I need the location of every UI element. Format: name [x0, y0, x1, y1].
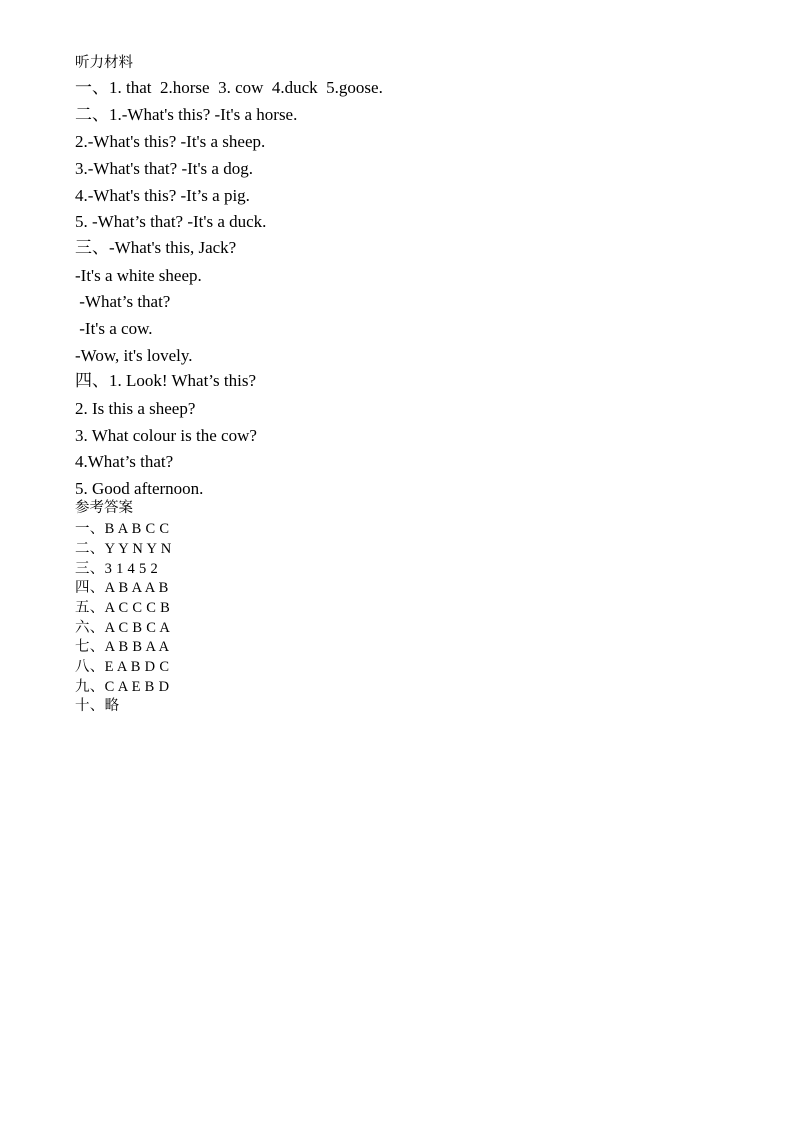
- answer-line-5: 五、A C C C B: [75, 600, 171, 616]
- listening-line-6: 5. -What’s that? -It's a duck.: [75, 212, 267, 231]
- listening-line-2: 二、1.-What's this? -It's a horse.: [75, 105, 298, 124]
- answer-line-7: 七、A B B A A: [75, 639, 170, 655]
- answer-line-1: 一、B A B C C: [75, 521, 170, 537]
- answer-line-3: 三、3 1 4 5 2: [75, 561, 159, 577]
- listening-line-10: -It's a cow.: [75, 319, 153, 338]
- listening-line-9: -What’s that?: [75, 292, 171, 311]
- answer-line-10: 十、略: [75, 698, 120, 714]
- answer-line-4: 四、A B A A B: [75, 580, 169, 596]
- answer-line-2: 二、Y Y N Y N: [75, 541, 172, 557]
- listening-line-7: 三、-What's this, Jack?: [75, 238, 237, 257]
- listening-heading: 听力材料: [75, 55, 133, 71]
- answer-line-6: 六、A C B C A: [75, 620, 171, 636]
- answers-heading: 参考答案: [75, 500, 133, 516]
- listening-line-11: -Wow, it's lovely.: [75, 346, 193, 365]
- listening-line-15: 4.What’s that?: [75, 452, 174, 471]
- listening-line-12: 四、1. Look! What’s this?: [75, 371, 256, 390]
- listening-line-5: 4.-What's this? -It’s a pig.: [75, 186, 250, 205]
- listening-line-8: -It's a white sheep.: [75, 266, 202, 285]
- listening-line-13: 2. Is this a sheep?: [75, 399, 196, 418]
- listening-line-4: 3.-What's that? -It's a dog.: [75, 159, 253, 178]
- listening-line-14: 3. What colour is the cow?: [75, 426, 257, 445]
- listening-line-16: 5. Good afternoon.: [75, 479, 204, 498]
- listening-line-3: 2.-What's this? -It's a sheep.: [75, 132, 266, 151]
- answer-line-9: 九、C A E B D: [75, 679, 170, 695]
- listening-line-1: 一、1. that 2.horse 3. cow 4.duck 5.goose.: [75, 78, 383, 97]
- answer-line-8: 八、E A B D C: [75, 659, 170, 675]
